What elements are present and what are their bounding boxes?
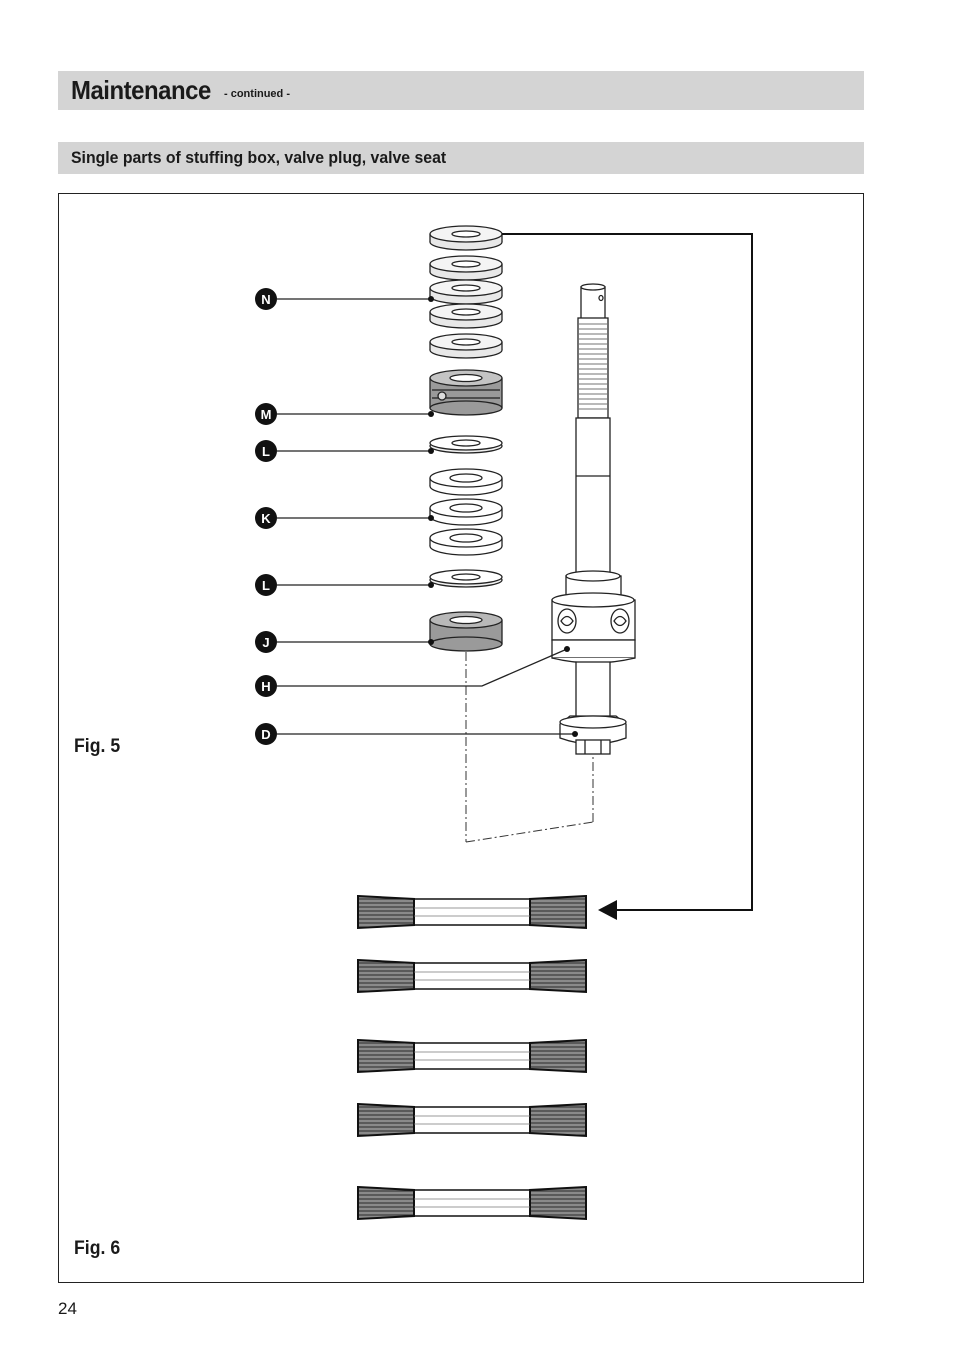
page-title: Maintenance: [71, 75, 211, 105]
callout-l: [255, 440, 277, 462]
packing-ring: [430, 304, 502, 328]
packing-ring: [430, 226, 502, 250]
packing-ring-section: [358, 960, 586, 992]
packing-ring: [430, 256, 502, 280]
svg-text:M: M: [260, 407, 272, 422]
v-ring: [430, 529, 502, 555]
detail-arrow: [502, 234, 752, 920]
svg-text:H: H: [261, 679, 271, 694]
svg-text:K: K: [261, 511, 271, 526]
svg-text:L: L: [262, 578, 270, 593]
v-ring: [430, 469, 502, 495]
page-number: 24: [58, 1299, 77, 1318]
fig6-label: Fig. 6: [74, 1238, 121, 1259]
packing-ring-section: [358, 1187, 586, 1219]
packing-ring-sections: [358, 896, 586, 1219]
packing-ring: [430, 334, 502, 358]
svg-text:L: L: [262, 444, 270, 459]
packing-ring: [430, 280, 502, 304]
page-subtitle: - continued -: [224, 88, 290, 100]
callout-h: [255, 675, 277, 697]
callout-n: [255, 288, 277, 310]
callout-k: [255, 507, 277, 529]
packing-ring-section: [358, 1104, 586, 1136]
washer: [430, 436, 502, 453]
svg-text:D: D: [261, 727, 271, 742]
callout-j: [255, 631, 277, 653]
callout-l: [255, 574, 277, 596]
guide-bush: [430, 612, 502, 651]
v-ring: [430, 499, 502, 525]
packing-ring-stack: [430, 226, 502, 358]
assembly-guide-lines: [466, 652, 593, 842]
v-ring-set: [430, 469, 502, 555]
gland-bush: [430, 370, 502, 415]
packing-ring-section: [358, 1040, 586, 1072]
leader-lines: [277, 299, 575, 734]
packing-ring-section: [358, 896, 586, 928]
washer: [430, 570, 502, 587]
section-title: Single parts of stuffing box, valve plug, valve seat: [71, 148, 447, 167]
fig5-label: Fig. 5: [74, 736, 121, 757]
valve-plug-stem: [552, 284, 635, 754]
callout-d: [255, 723, 277, 745]
svg-text:J: J: [262, 635, 270, 650]
svg-text:N: N: [261, 292, 271, 307]
callout-m: [255, 403, 277, 425]
